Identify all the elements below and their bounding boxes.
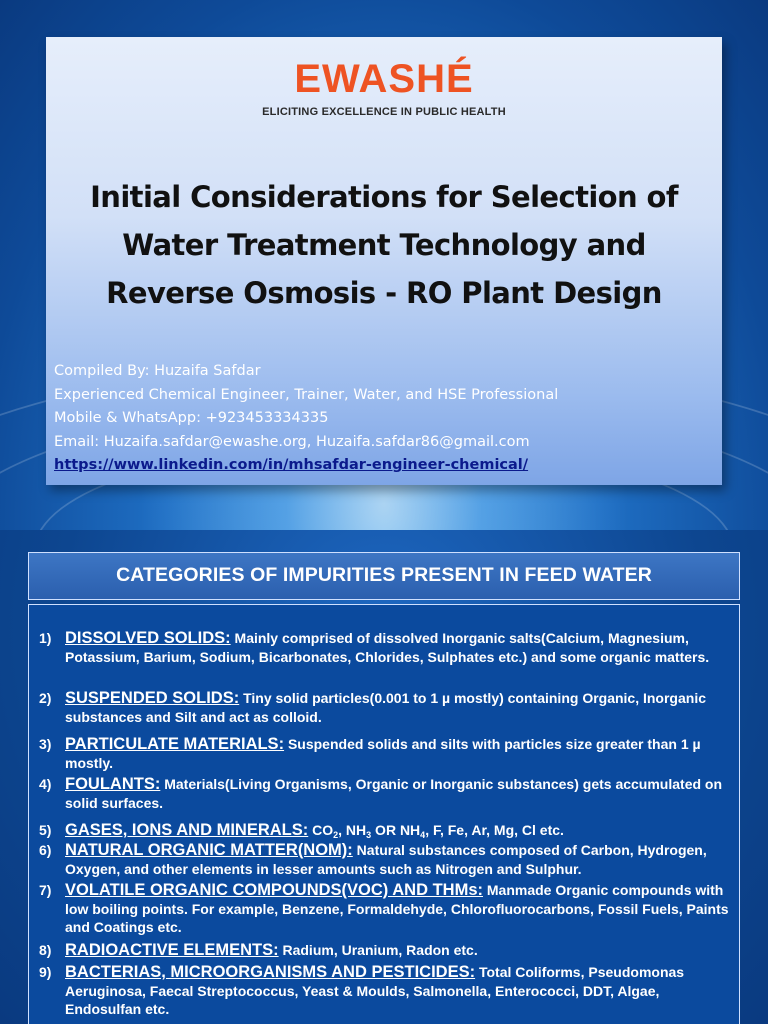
- list-item: [39, 881, 729, 937]
- item-heading: PARTICULATE MATERIALS:: [65, 735, 285, 753]
- item-heading: FOULANTS:: [65, 775, 161, 793]
- item-body: CO: [308, 822, 334, 838]
- impurities-slide: [0, 530, 768, 1024]
- item-body: OR NH: [371, 822, 421, 838]
- item-number: 4): [39, 776, 52, 792]
- item-body: , NH: [338, 822, 367, 838]
- item-number: 8): [39, 942, 52, 958]
- list-item: [39, 629, 729, 666]
- author-role: Experienced Chemical Engineer, Trainer, Water, and HSE Professional: [54, 386, 559, 403]
- item-number: 2): [39, 690, 52, 706]
- title-line: Initial Considerations for Selection of: [90, 180, 678, 214]
- title-line: Water Treatment Technology and: [122, 228, 646, 262]
- item-heading: BACTERIAS, MICROORGANISMS AND PESTICIDES:: [65, 963, 476, 981]
- item-number: 5): [39, 822, 52, 838]
- brand-tagline: ELICITING EXCELLENCE IN PUBLIC HEALTH: [262, 106, 506, 118]
- item-heading: SUSPENDED SOLIDS:: [65, 689, 240, 707]
- list-item: [39, 963, 729, 1019]
- item-number: 1): [39, 630, 52, 646]
- author-email: Email: Huzaifa.safdar@ewashe.org, Huzaifa.safdar86@gmail.com: [54, 433, 530, 450]
- title-line: Reverse Osmosis - RO Plant Design: [106, 276, 662, 310]
- item-body: Materials(Living Organisms, Organic or Inorganic substances) gets accumulated on solid surfaces.: [65, 776, 723, 811]
- subscript: 4: [420, 830, 426, 840]
- linkedin-link[interactable]: https://www.linkedin.com/in/mhsafdar-engineer-chemical/: [54, 457, 529, 473]
- brand-logo: EWASHÉ: [294, 57, 474, 101]
- item-body: Total Coliforms, Pseudomonas Aeruginosa, Faecal Streptococcus, Yeast & Moulds, Salmonella, Enterococci, DDT, Algae, Endosulfan etc.: [65, 964, 685, 1017]
- item-body: Mainly comprised of dissolved Inorganic salts(Calcium, Magnesium, Potassium, Barium, Sodium, Bicarbonates, Chlorides, Sulphates etc.) and some organic matters.: [65, 630, 710, 665]
- author-name: Compiled By: Huzaifa Safdar: [54, 363, 261, 379]
- item-heading: VOLATILE ORGANIC COMPOUNDS(VOC) AND THMs:: [65, 881, 483, 899]
- item-heading: NATURAL ORGANIC MATTER(NOM):: [65, 841, 353, 859]
- list-item: [39, 841, 729, 878]
- item-body: Radium, Uranium, Radon etc.: [278, 942, 478, 958]
- item-heading: RADIOACTIVE ELEMENTS:: [65, 941, 279, 959]
- presentation-title: [56, 173, 712, 317]
- impurities-list: [28, 604, 740, 1024]
- subscript: 2: [333, 830, 339, 840]
- author-phone: Mobile & WhatsApp: +923453334335: [54, 410, 329, 426]
- item-body: Manmade Organic compounds with low boiling points. For example, Benzene, Formaldehyde, Chlorofluorocarbons, Fossil Fuels, Paints and Coatings etc.: [65, 882, 729, 935]
- slide-heading: CATEGORIES OF IMPURITIES PRESENT IN FEED WATER: [28, 552, 740, 600]
- subscript: 3: [366, 830, 372, 840]
- item-heading: GASES, IONS AND MINERALS:: [65, 821, 309, 839]
- list-item: [39, 735, 729, 772]
- item-body: , F, Fe, Ar, Mg, Cl etc.: [425, 822, 564, 838]
- title-card: [46, 37, 722, 485]
- item-body: Suspended solids and silts with particles size greater than 1 µ mostly.: [65, 736, 701, 771]
- list-item: [39, 689, 729, 726]
- item-body: Natural substances composed of Carbon, Hydrogen, Oxygen, and other elements in lesser amounts such as Nitrogen and Sulphur.: [65, 842, 707, 877]
- author-details: [54, 360, 718, 478]
- item-number: 9): [39, 964, 52, 980]
- item-number: 7): [39, 882, 52, 898]
- item-number: 3): [39, 736, 52, 752]
- item-heading: DISSOLVED SOLIDS:: [65, 629, 231, 647]
- item-body: Tiny solid particles(0.001 to 1 µ mostly) containing Organic, Inorganic substances and Silt and act as colloid.: [65, 690, 707, 725]
- list-item: [39, 941, 729, 960]
- item-number: 6): [39, 842, 52, 858]
- list-item: [39, 775, 729, 812]
